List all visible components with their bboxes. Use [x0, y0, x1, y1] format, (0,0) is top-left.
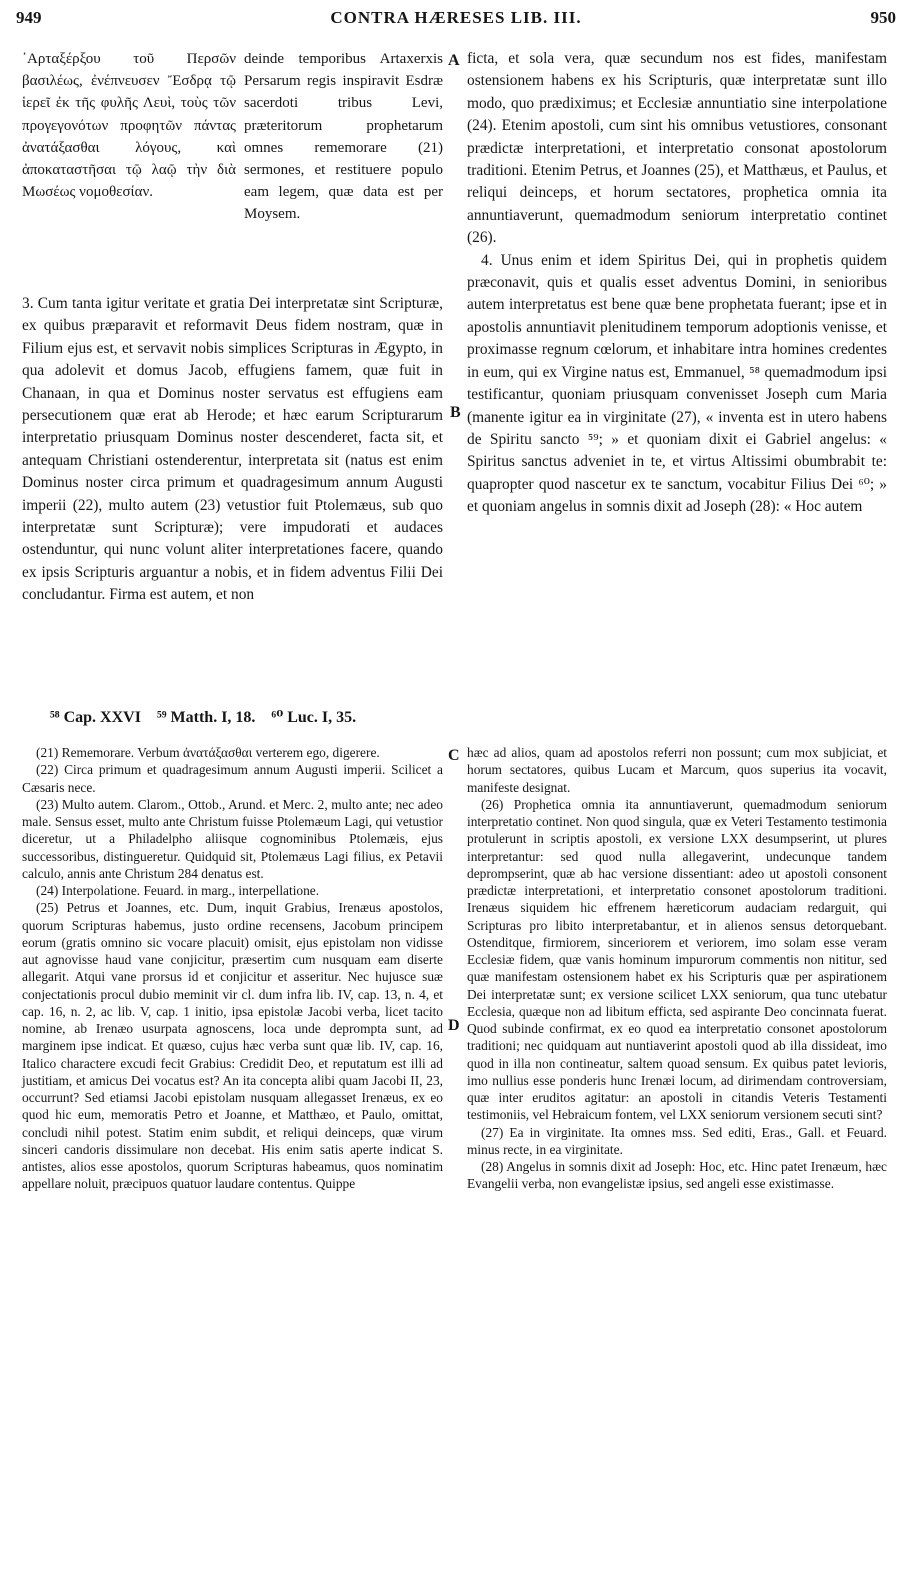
footnotes-left: [22, 744, 443, 1193]
footnote: (26) Prophetica omnia ita annuntiaverunt, quemadmodum seniorum interpretatio continet. Non quod singula, quæ ex Veteri Testamento testimonia protulerunt in scriptis apostoli, ex versione LXX desumpserint, ut plures interpretantur: sed quod nulla allegaverint, undecunque tandem deprompserint, quæ ab hac versione dissentiant: adeo ut apostoli consonent prædictæ interpretationi, et interpretatio consonet apostolorum traditioni. Irenæus siquidem hic effrenem hæreticorum audaciam redarguit, qui Scripturas pro libito interpretabantur, et in alienos sensus detorquebant. Ostenditque, firmiorem, sinceriorem et veriorem, imo solam esse veram Ecclesiæ fidem, quæ vanis hominum impurorum commentis non nititur, sed quæ manifestam ostensionem habet ex his Scripturis quæ per aspirationem Dei interpretatæ sunt; ex versione scilicet LXX seniorum, qua tunc utebatur Ecclesia, quæque non ad libitum efficta, sed aspirante Deo concinnata fuerat. Quod subinde confirmat, ex eo quod ea interpretatio consonet apostolorum traditioni; nec quidquam aut nuntiaverint apostoli quod ab illa dissideat, imo quod in illa non contineatur, saltem quoad sensum. Ex quibus patet levioris, imo nullius esse ponderis hunc Irenæi locum, ad dirimendam controversiam, quæ inter eruditos agitatur: an apostoli in citandis Veteris Testamenti testimoniis, vel Hebraicum fontem, vel LXX seniorum versionem secuti sint?: [467, 796, 887, 1123]
scripture-references: ⁵⁸ Cap. XXVI ⁵⁹ Matth. I, 18. ⁶⁰ Luc. I, 35.: [50, 709, 357, 726]
greek-paragraph: ᾿Αρταξέρξου τοῦ Περσῶν βασιλέως, ἐνέπνευσεν Ἔσδρᾳ τῷ ἱερεῖ ἐκ τῆς φυλῆς Λευὶ, τοὺς τῶν προγεγονότων προφητῶν πάντας ἀνατάξασθαι λόγους, καὶ ἀποκαταστῆσαι τῷ λαῷ τὴν διὰ Μωσέως νομοθεσίαν.: [22, 51, 236, 201]
margin-letter-a: A: [448, 52, 460, 69]
footnote: (24) Interpolatione. Feuard. in marg., interpellatione.: [36, 883, 320, 898]
footnote: (28) Angelus in somnis dixit ad Joseph: Hoc, etc. Hinc patet Irenæum, hæc Evangelii verba, non evangelistæ ipsius, sed angeli esse existimasse.: [467, 1159, 887, 1192]
margin-letter-d: D: [448, 1017, 460, 1034]
footnote: (23) Multo autem. Clarom., Ottob., Arund. et Merc. 2, multo ante; nec adeo male. Sensus esset, multo ante Christum fuisse Ptolemæum Lagi, qui vetustior diceretur, ut a Philadelpho aliisque cognominibus Ptolemæis, ejus successoribus, distingueretur. Quidquid sit, Ptolemæus Lagi filius, ex Petavii calculo, annis ante Christum 284 denatus est.: [22, 796, 443, 881]
footnote: (22) Circa primum et quadragesimum annum Augusti imperii. Scilicet a Cæsaris nece.: [22, 762, 443, 795]
footnote: (21) Rememorare. Verbum ἀνατάξασθαι verterem ego, digerere.: [36, 745, 380, 760]
section-3-paragraph: 3. Cum tanta igitur veritate et gratia Dei interpretatæ sint Scripturæ, ex quibus præparavit et reformavit Deus fidem nostram, quæ in Filium ejus est, et servavit nobis simplices Scripturas in Ægypto, in qua adolevit et domus Jacob, effugiens famem, quæ fuit in Chanaan, in qua et Dominus noster servatus est effugiens eam persecutionem quæ erat ab Herode; et hæc earum Scripturarum interpretatio priusquam Dominus noster descenderet, facta sit, et antequam Christiani ostenderentur, interpretata sit (natus est enim Dominus noster circa primum et quadragesimum annum Augusti imperii (22), multo autem (23) vetustior fuit Ptolemæus, sub quo interpretatæ sunt Scripturæ); vere impudorati et audaces ostenduntur, qui nunc volunt aliter interpretationes facere, quando ex ipsis Scripturis arguantur a nobis, et in fidem adventus Filii Dei concludantur. Firma est autem, et non: [22, 295, 443, 604]
page-header: [16, 8, 896, 36]
latin-text-column: [244, 48, 443, 226]
body-text-left: [22, 293, 443, 607]
body-paragraph: ficta, et sola vera, quæ secundum nos est fides, manifestam ostensionem habens ex his Scripturis, quæ interpretatæ sunt illo modo, quo prædiximus; et Ecclesiæ annuntiatio sine interpolatione (24). Etenim apostoli, cum sint his omnibus vetustiores, consonant prædictæ interpretationi, et interpretatio consonat apostolorum traditioni. Etenim Petrus, et Joannes (25), et Matthæus, et Paulus, et reliqui deinceps, et horum sectatores, prophetica omnia ita annuntiaverunt, quemadmodum seniorum interpretatio continet (26).: [467, 50, 887, 247]
running-title: CONTRA HÆRESES LIB. III.: [330, 8, 582, 27]
left-page-number: 949: [16, 8, 42, 27]
right-page-number: 950: [870, 8, 896, 27]
footnote-continuation: hæc ad alios, quam ad apostolos referri non possunt; cum mox subjiciat, et horum sectatores, quibus Lucam et Marcum, quos superius ita vocavit, manifeste designat.: [467, 745, 887, 795]
latin-paragraph: deinde temporibus Artaxerxis Persarum regis inspiravit Esdræ sacerdoti tribus Levi, præteritorum prophetarum omnes rememorare (21) sermones, et restituere populo eam legem, quæ data est per Moysem.: [244, 51, 443, 223]
margin-letter-c: C: [448, 747, 460, 764]
body-text-right: [467, 48, 887, 519]
footnote: (27) Ea in virginitate. Ita omnes mss. Sed editi, Eras., Gall. et Feuard. minus recte, in ea virginitate.: [467, 1124, 887, 1157]
greek-text-column: [22, 48, 236, 203]
footnotes-right: [467, 744, 887, 1193]
margin-letter-b: B: [450, 404, 461, 421]
section-4-paragraph: 4. Unus enim et idem Spiritus Dei, qui in prophetis quidem præconavit, quis et qualis esset adventus Domini, in senioribus autem interpretatus est bene quæ bene prophetata fuerant; ipse et in apostolis annuntiavit plenitudinem temporum adoptionis venisse, et proximasse regnum cœlorum, et inhabitare intra homines credentes in eum, qui ex Virgine natus est, Emmanuel, ⁵⁸ quemadmodum ipsi testificantur, quoniam priusquam convenisset Joseph cum Maria (manente igitur ea in virginitate (27), « inventa est in utero habens de Spiritu sancto ⁵⁹; » et quoniam dixit ei Gabriel angelus: « Spiritus sanctus adveniet in te, et virtus Altissimi obumbrabit te: quapropter quod nascetur ex te sanctum, vocabitur Filius Dei ⁶⁰; » et quoniam angelus in somnis dixit ad Joseph (28): « Hoc autem: [467, 251, 887, 516]
footnote: (25) Petrus et Joannes, etc. Dum, inquit Grabius, Irenæus apostolos, quorum Scripturas habemus, justo ordine recensens, Jacobum principem eorum (gratis omnino sic vocare placuit) omisit, ejus epistolam non vidisse aut agnovisse haud vane conjicitur, præsertim cum nusquam eam diserte allegarit. Atqui vane prorsus id et conjicitur et asseritur. Nec hujusce suæ conjectationis procul dubio meminit vir cl. dum infra lib. IV, cap. 13, n. 4, et cap. 16, n. 2, ac lib. V, cap. 1 initio, ipsa epistolæ Jacobi verba, licet tacito nomine, ab Irenæo usurpata agnoscens, loca unde deprompta sunt, ad marginem ipse indicat. Et quæso, cujus hæc verba sunt quæ lib. IV, cap. 16, Italico charactere excudi fecit Grabius: Credidit Deo, et reputatum est illi ad justitiam, et amicus Dei vocatus est? An ita concepta alibi quam Jacobi II, 23, occurrunt? Sed etiamsi Jacobi epistolam nusquam allegasset Irenæus, ex eo quod hic eum, memoratis Petro et Joanne, et Matthæo, et Paulo, omittat, concludi nihil potest. Statim enim subdit, et reliqui deinceps, quæ virum sinceri candoris dissimulare non decebat. His enim satis aperte indicat S. antistes, alios esse apostolos, quorum Scripturas habeamus, quos nominatim appellare noluit, præcipuos quatuor laudare contentus. Quippe: [22, 900, 443, 1192]
